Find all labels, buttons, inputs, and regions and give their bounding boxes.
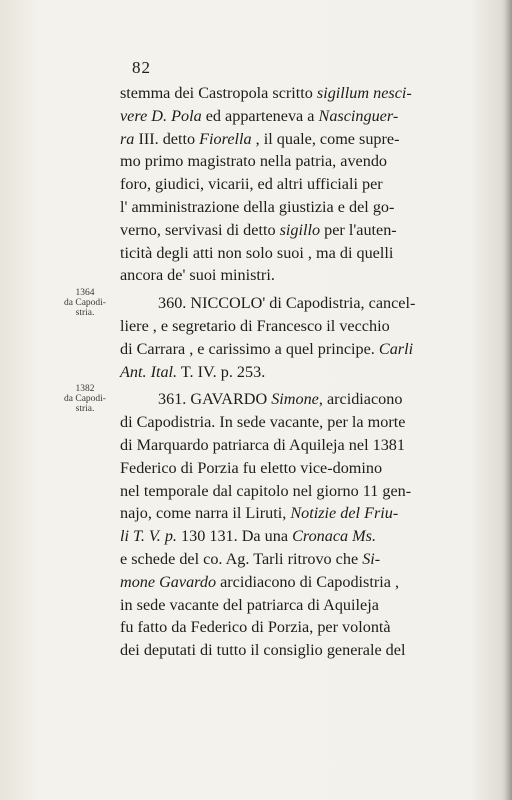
text-run: stemma dei Castropola scritto [120, 84, 317, 102]
text-line [120, 571, 492, 594]
text-line [120, 338, 492, 361]
italic-text: Carli [378, 339, 414, 358]
margin-note-line: da Capodi- [64, 394, 106, 405]
margin-note [54, 288, 116, 318]
text-line [120, 388, 492, 411]
italic-text: sigillo [279, 220, 321, 239]
text-run: ancora de' suoi ministri. [120, 266, 275, 285]
text-run: e schede del co. Ag. Tarli ritrovo che [120, 549, 363, 568]
text-line [120, 411, 492, 434]
text-run: per l'auten- [320, 220, 397, 239]
margin-note-line: stria. [75, 308, 95, 319]
text-line [120, 128, 492, 151]
text-line [120, 502, 492, 525]
text-line [120, 196, 492, 219]
margin-note-line: da Capodi- [64, 298, 106, 309]
text-run: liere , e segretario di Francesco il vecchio [120, 316, 390, 335]
text-run: 130 131. Da una [176, 527, 293, 546]
italic-text: vere D. Pola [120, 106, 202, 125]
text-run: verno, servivasi di detto [120, 220, 280, 239]
text-run: Federico di Porzia fu eletto vice-domino [120, 458, 383, 477]
italic-text: mone Gavardo [120, 572, 217, 591]
text-line [120, 292, 492, 315]
text-run: mo primo magistrato nella patria, avendo [120, 152, 388, 171]
text-line [120, 150, 492, 173]
text-line [120, 434, 492, 457]
italic-text: Fiorella [199, 129, 252, 148]
text-line [120, 548, 492, 571]
paragraph [120, 292, 492, 383]
text-run: arcidiacono di Capodistria , [216, 572, 400, 591]
text-run: nel temporale dal capitolo nel giorno 11 gen- [120, 481, 412, 500]
page-edge-shadow [502, 0, 512, 800]
margin-note-line: 1382 [75, 384, 95, 395]
italic-text: Ant. Ital. [120, 362, 178, 381]
text-run: najo, come narra il Liruti, [120, 504, 291, 523]
text-run: fu fatto da Federico di Porzia, per volontà [120, 618, 391, 637]
body-text [120, 82, 492, 662]
text-run: di Carrara , e carissimo a quel principe. [120, 339, 379, 358]
text-run: di Capodistria. In sede vacante, per la morte [120, 413, 406, 432]
text-line [120, 457, 492, 480]
text-run: dei deputati di tutto il consiglio generale del [120, 641, 406, 660]
text-line [120, 105, 492, 128]
text-line [120, 639, 492, 662]
italic-text: li T. V. p. [120, 527, 177, 546]
text-run: in sede vacante del patriarca di Aquileja [120, 595, 379, 614]
text-line [120, 315, 492, 338]
italic-text: Si- [362, 549, 381, 568]
italic-text: sigillum nesci- [316, 84, 412, 102]
text-run: l' amministrazione della giustizia e del go- [120, 197, 395, 216]
text-line [120, 525, 492, 548]
page-number: 82 [132, 58, 151, 77]
text-line [120, 594, 492, 617]
text-run: T. IV. p. 253. [177, 362, 266, 381]
text-run: ed apparteneva a [201, 106, 319, 125]
paragraph [120, 82, 492, 287]
text-line [120, 361, 492, 384]
text-run: , arcidiacono [318, 390, 403, 409]
italic-text: Cronaca Ms. [292, 527, 377, 546]
italic-text: ra [120, 129, 135, 148]
text-run: ticità degli atti non solo suoi , ma di quelli [120, 243, 394, 262]
italic-text: Notizie del Friu- [290, 504, 399, 523]
margin-note [54, 384, 116, 414]
text-line [120, 82, 492, 105]
margin-note-line: stria. [75, 404, 95, 415]
text-run: , il quale, come supre- [251, 129, 400, 148]
text-run: III. detto [134, 129, 200, 148]
text-line [120, 616, 492, 639]
italic-text: Simone [271, 390, 319, 409]
text-run: di Marquardo patriarca di Aquileja nel 1381 [120, 435, 405, 454]
text-run: foro, giudici, vicarii, ed altri ufficiali per [120, 175, 383, 194]
text-line [120, 264, 492, 287]
margin-note-line: 1364 [75, 288, 95, 299]
text-line [120, 242, 492, 265]
text-line [120, 480, 492, 503]
text-run: 361. GAVARDO [158, 390, 272, 409]
paragraph [120, 388, 492, 662]
italic-text: Nascinguer- [318, 106, 399, 125]
text-line [120, 219, 492, 242]
text-line [120, 173, 492, 196]
text-run: 360. NICCOLO' di Capodistria, cancel- [158, 294, 416, 313]
